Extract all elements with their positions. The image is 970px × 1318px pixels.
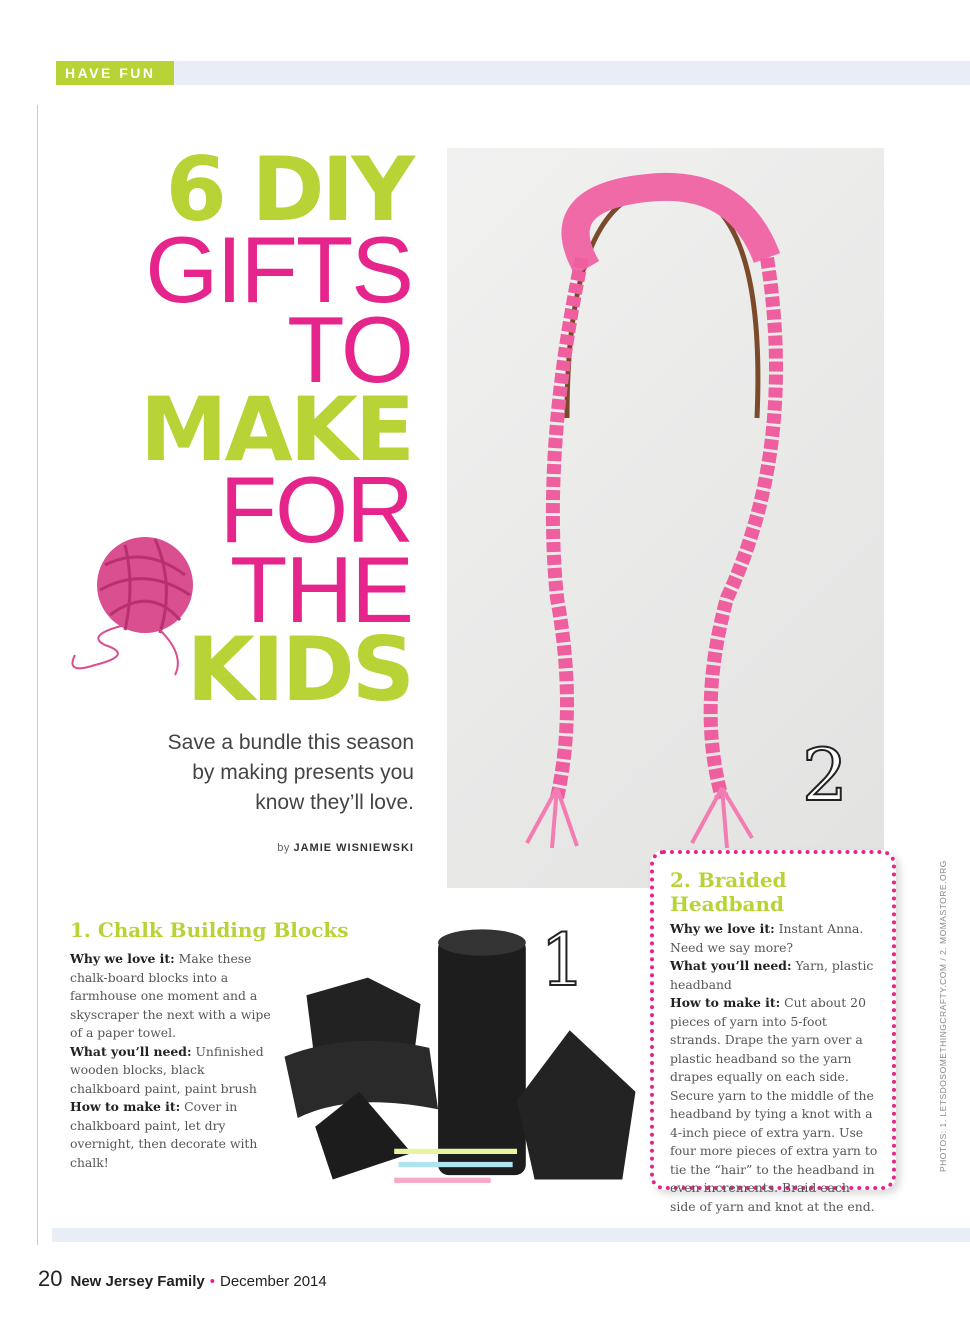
item1-heading: 1. Chalk Building Blocks [70, 918, 349, 942]
title-line: GIFTS [145, 217, 412, 322]
item2-body: Why we love it: Instant Anna. Need we say more? What you’ll need: Yarn, plastic headband How to make it: Cut about 20 pieces of yarn into 5-foot strands. Drape the yarn over a plastic headband so the yarn drapes equally on each side. Secure yarn to the middle of the headband by tying a knot with a 4-inch piece of extra yarn. Use four more pieces of extra yarn to tie the “hair” to the headband in even increments. Braid each side of yarn and knot at the end. [670, 921, 878, 1214]
title-line: THE [230, 537, 412, 642]
chalk-blocks-image [280, 925, 640, 1197]
item1-body: Why we love it: Make these chalk-board blocks into a farmhouse one moment and a skyscraper the next with a wipe of a paper towel. What you’ll need: Unfinished wooden blocks, black chalkboard paint, paint brush How to make it: Cover in chalkboard paint, let dry overnight, then decorate with chalk! [70, 951, 271, 1170]
byline: by JAMIE WISNIEWSKI [277, 842, 414, 854]
headband-photo [447, 148, 884, 888]
footer-bar [52, 1228, 970, 1242]
title-line: MAKE [140, 378, 412, 481]
photo-credit: PHOTOS: 1. LETSDOSOMETHINGCRAFTY.COM / 2. MOMASTORE.ORG [938, 860, 948, 1172]
magazine-name: New Jersey Family [70, 1273, 205, 1290]
divider [37, 105, 38, 1245]
item2-box [650, 850, 896, 1214]
issue-date: December 2014 [220, 1273, 327, 1290]
footer: 20 New Jersey Family • December 2014 [38, 1266, 327, 1291]
item-number: 1 [540, 918, 586, 1002]
page-number: 20 [38, 1266, 63, 1291]
title-line: TO [287, 297, 412, 402]
title-line: FOR [219, 457, 412, 562]
section-tag: HAVE FUN [56, 61, 174, 85]
title-line: KIDS [186, 618, 412, 721]
author: JAMIE WISNIEWSKI [293, 842, 414, 854]
title-line: 6 DIY [165, 138, 412, 241]
header-bar [56, 61, 970, 85]
item2-heading: 2. Braided Headband [670, 868, 787, 916]
item-number: 2 [802, 733, 848, 817]
yarn-ball-image [65, 525, 195, 685]
dek: Save a bundle this season by making presents you know they’ll love. [167, 731, 414, 814]
